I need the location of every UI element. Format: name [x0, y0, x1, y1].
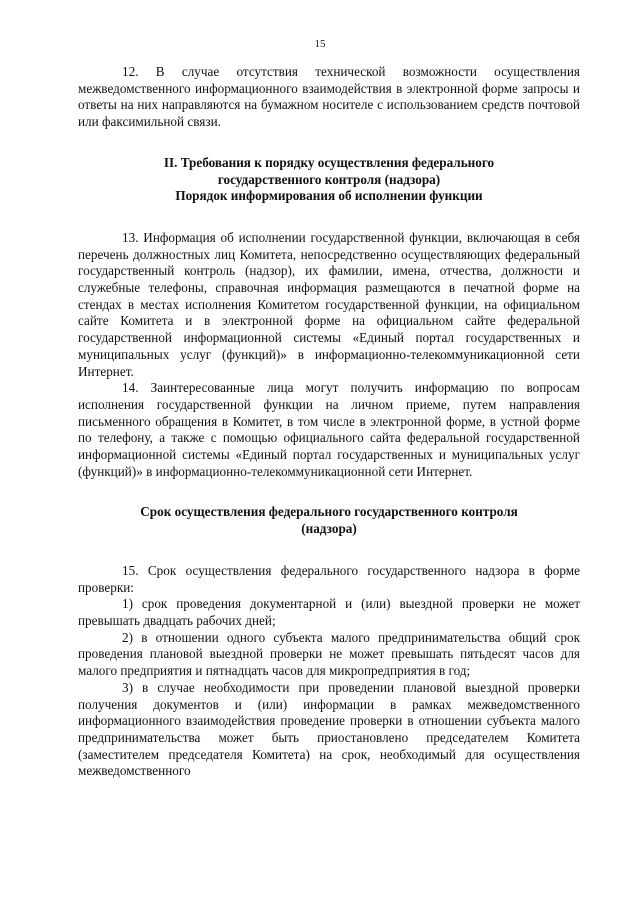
paragraph-15-item-3: 3) в случае необходимости при проведении плановой выездной проверки получения документов и (или) информации в рамках межведомственного информационного взаимодействия проведение проверки в отношении субъекта малого предпринимательства может быть приостановлено председателем Комитета (заместителем председателя Комитета) на срок, необходимый для осуществления межведомственного — [78, 679, 580, 779]
page-number: 15 — [314, 38, 326, 50]
subsection-heading-term-line-1: Срок осуществления федерального государственного контроля — [140, 504, 518, 520]
paragraph-15-item-1: 1) срок проведения документарной и (или) выездной проверки не может превышать двадцать рабочих дней; — [78, 596, 580, 628]
paragraph-15-item-2: 2) в отношении одного субъекта малого предпринимательства общий срок проведения плановой выездной проверки не может превышать пятьдесят часов для малого предприятия и пятнадцать часов для микропредприятия в год; — [78, 629, 580, 679]
subsection-heading-informing: Порядок информирования об исполнении функции — [175, 188, 483, 204]
section-heading-line-2: государственного контроля (надзора) — [217, 171, 441, 187]
document-body — [78, 64, 580, 780]
section-heading-line-1: II. Требования к порядку осуществления федерального — [163, 154, 495, 170]
paragraph-15: 15. Срок осуществления федерального государственного надзора в форме проверки: — [78, 562, 580, 595]
paragraph-12: 12. В случае отсутствия технической возможности осуществления межведомственного информационного взаимодействия в электронной форме запросы и ответы на них направляются на бумажном носителе с использованием средств почтовой или факсимильной связи. — [78, 64, 580, 130]
subsection-heading-term-line-2: (надзора) — [301, 521, 357, 537]
paragraph-13: 13. Информация об исполнении государственной функции, включающая в себя перечень должностных лиц Комитета, непосредственно осуществляющих федеральный государственный контроль (надзор), их фамилии, имена, отчества, должности и служебные телефоны, справочная информация размещаются в печатной форме на стендах в местах исполнения Комитетом государственной функции, на официальном сайте Комитета и в электронной форме на официальном сайте федеральной государственной информационной системы «Единый портал государственных и муниципальных услуг (функций)» в информационно-телекоммуникационной сети Интернет. — [78, 229, 580, 379]
paragraph-14: 14. Заинтересованные лица могут получить информацию по вопросам исполнения государственной функции на личном приеме, путем направления письменного обращения в Комитет, в том числе в электронной форме, в устной форме по телефону, а также с помощью официального сайта федеральной государственной информационной системы «Единый портал государственных и муниципальных услуг (функций)» в информационно-телекоммуникационной сети Интернет. — [78, 380, 580, 479]
